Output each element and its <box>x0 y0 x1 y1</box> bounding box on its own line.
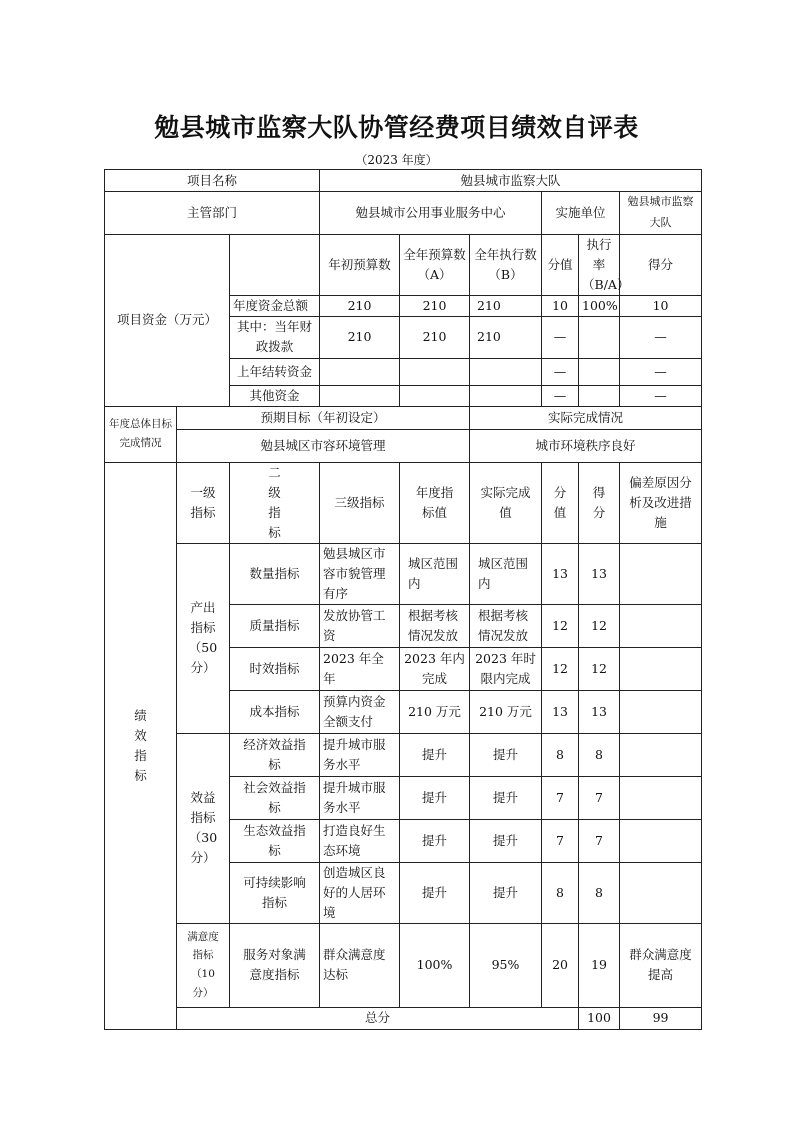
funds-row-label: 其他资金 <box>230 385 320 406</box>
funds-header-blank <box>230 234 320 295</box>
target-cell: 2023 年内完成 <box>400 647 470 690</box>
funds-row-label: 其中：当年财政拨款 <box>230 316 320 358</box>
perf-header-actual: 实际完成值 <box>470 462 542 543</box>
score-cell: 7 <box>579 776 620 819</box>
actual-cell: 提升 <box>470 733 542 776</box>
row-project-name <box>105 170 702 192</box>
score-cell: 13 <box>579 543 620 604</box>
funds-cell: 210 <box>320 316 400 358</box>
weight-cell: 20 <box>542 923 579 1007</box>
target-cell: 提升 <box>400 862 470 923</box>
evaluation-table <box>104 169 702 1030</box>
goals-actual: 城市环境秩序良好 <box>470 429 702 462</box>
funds-header-score: 得分 <box>620 234 702 295</box>
perf-label: 绩效指标 <box>105 462 177 1029</box>
goals-expected-header: 预期目标（年初设定） <box>177 406 470 429</box>
funds-cell <box>400 385 470 406</box>
target-cell: 100% <box>400 923 470 1007</box>
target-cell: 210 万元 <box>400 690 470 733</box>
deviation-cell <box>620 647 702 690</box>
actual-cell: 210 万元 <box>470 690 542 733</box>
level3-cell: 预算内资金全额支付 <box>320 690 400 733</box>
row-department <box>105 192 702 235</box>
dept-value: 勉县城市公用事业服务中心 <box>320 192 542 235</box>
funds-cell: 10 <box>620 295 702 316</box>
level3-cell: 发放协管工资 <box>320 604 400 647</box>
level2-cell: 服务对象满意度指标 <box>230 923 320 1007</box>
actual-cell: 提升 <box>470 862 542 923</box>
impl-unit-label: 实施单位 <box>542 192 620 235</box>
funds-header-rate: 执行率（B/A） <box>579 234 620 295</box>
score-cell: 13 <box>579 690 620 733</box>
target-cell: 根据考核情况发放 <box>400 604 470 647</box>
funds-cell: 210 <box>400 295 470 316</box>
level3-cell: 提升城市服务水平 <box>320 733 400 776</box>
perf-row <box>105 923 702 1007</box>
funds-header-annual: 全年预算数（A） <box>400 234 470 295</box>
funds-row-label: 年度资金总额 <box>230 295 320 316</box>
deviation-cell <box>620 690 702 733</box>
weight-cell: 7 <box>542 776 579 819</box>
score-cell: 8 <box>579 862 620 923</box>
deviation-cell <box>620 543 702 604</box>
funds-cell <box>320 385 400 406</box>
row-goals-values <box>105 429 702 462</box>
deviation-cell <box>620 819 702 862</box>
level2-cell: 质量指标 <box>230 604 320 647</box>
weight-cell: 13 <box>542 543 579 604</box>
target-cell: 提升 <box>400 733 470 776</box>
funds-cell: 210 <box>400 316 470 358</box>
goals-expected: 勉县城区市容环境管理 <box>177 429 470 462</box>
funds-cell <box>400 358 470 385</box>
deviation-cell <box>620 776 702 819</box>
funds-cell <box>579 316 620 358</box>
level2-cell: 数量指标 <box>230 543 320 604</box>
level3-cell: 勉县城区市容市貌管理有序 <box>320 543 400 604</box>
perf-header-level3: 三级指标 <box>320 462 400 543</box>
target-cell: 提升 <box>400 819 470 862</box>
funds-cell <box>470 358 542 385</box>
actual-cell: 95% <box>470 923 542 1007</box>
score-cell: 8 <box>579 733 620 776</box>
weight-cell: 8 <box>542 862 579 923</box>
perf-header-deviation: 偏差原因分析及改进措施 <box>620 462 702 543</box>
target-cell: 提升 <box>400 776 470 819</box>
actual-cell: 提升 <box>470 819 542 862</box>
score-cell: 19 <box>579 923 620 1007</box>
funds-header-initial: 年初预算数 <box>320 234 400 295</box>
perf-header-level2: 二级指标 <box>230 462 320 543</box>
project-name-label: 项目名称 <box>105 170 320 192</box>
funds-header-weight: 分值 <box>542 234 579 295</box>
deviation-cell: 群众满意度提高 <box>620 923 702 1007</box>
funds-cell: — <box>542 358 579 385</box>
actual-cell: 城区范围内 <box>470 543 542 604</box>
total-max: 100 <box>579 1007 620 1029</box>
level3-cell: 2023 年全年 <box>320 647 400 690</box>
total-score: 99 <box>620 1007 702 1029</box>
weight-cell: 8 <box>542 733 579 776</box>
level1-output: 产出指标（50分） <box>177 543 230 733</box>
row-perf-header <box>105 462 702 543</box>
funds-cell <box>579 358 620 385</box>
perf-header-score: 得分 <box>579 462 620 543</box>
level3-cell: 提升城市服务水平 <box>320 776 400 819</box>
funds-cell: 210 <box>320 295 400 316</box>
funds-cell: — <box>620 358 702 385</box>
weight-cell: 12 <box>542 647 579 690</box>
perf-row <box>105 543 702 604</box>
level3-cell: 打造良好生态环境 <box>320 819 400 862</box>
actual-cell: 提升 <box>470 776 542 819</box>
project-name-value: 勉县城市监察大队 <box>320 170 702 192</box>
impl-unit-value: 勉县城市监察大队 <box>620 192 702 235</box>
level2-cell: 成本指标 <box>230 690 320 733</box>
level2-cell: 生态效益指标 <box>230 819 320 862</box>
funds-cell: 100% <box>579 295 620 316</box>
perf-header-target: 年度指标值 <box>400 462 470 543</box>
level1-benefit: 效益指标（30分） <box>177 733 230 923</box>
row-goals-header <box>105 406 702 429</box>
level2-cell: 经济效益指标 <box>230 733 320 776</box>
weight-cell: 12 <box>542 604 579 647</box>
funds-cell: — <box>542 316 579 358</box>
level2-cell: 社会效益指标 <box>230 776 320 819</box>
score-cell: 7 <box>579 819 620 862</box>
weight-cell: 7 <box>542 819 579 862</box>
goals-actual-header: 实际完成情况 <box>470 406 702 429</box>
total-label: 总分 <box>177 1007 579 1029</box>
funds-header-executed: 全年执行数（B） <box>470 234 542 295</box>
funds-cell: — <box>620 385 702 406</box>
score-cell: 12 <box>579 604 620 647</box>
level3-cell: 群众满意度达标 <box>320 923 400 1007</box>
level2-cell: 可持续影响指标 <box>230 862 320 923</box>
weight-cell: 13 <box>542 690 579 733</box>
actual-cell: 2023 年时限内完成 <box>470 647 542 690</box>
actual-cell: 根据考核情况发放 <box>470 604 542 647</box>
goals-label: 年度总体目标完成情况 <box>105 406 177 462</box>
score-cell: 12 <box>579 647 620 690</box>
level2-cell: 时效指标 <box>230 647 320 690</box>
level1-satisfaction: 满意度指标（10分） <box>177 923 230 1007</box>
funds-cell: 210 <box>470 295 542 316</box>
deviation-cell <box>620 604 702 647</box>
row-funds-header <box>105 234 702 295</box>
funds-cell <box>470 385 542 406</box>
deviation-cell <box>620 862 702 923</box>
deviation-cell <box>620 733 702 776</box>
funds-cell: — <box>542 385 579 406</box>
funds-cell: 210 <box>470 316 542 358</box>
perf-row <box>105 733 702 776</box>
perf-header-weight: 分值 <box>542 462 579 543</box>
funds-row-label: 上年结转资金 <box>230 358 320 385</box>
funds-label: 项目资金（万元） <box>105 234 230 406</box>
funds-cell <box>320 358 400 385</box>
document-title: 勉县城市监察大队协管经费项目绩效自评表 <box>154 113 639 142</box>
funds-cell: 10 <box>542 295 579 316</box>
funds-cell: — <box>620 316 702 358</box>
target-cell: 城区范围内 <box>400 543 470 604</box>
level3-cell: 创造城区良好的人居环境 <box>320 862 400 923</box>
document-year: （2023 年度） <box>355 153 438 167</box>
row-total <box>105 1007 702 1029</box>
funds-cell <box>579 385 620 406</box>
dept-label: 主管部门 <box>105 192 320 235</box>
perf-header-level1: 一级指标 <box>177 462 230 543</box>
